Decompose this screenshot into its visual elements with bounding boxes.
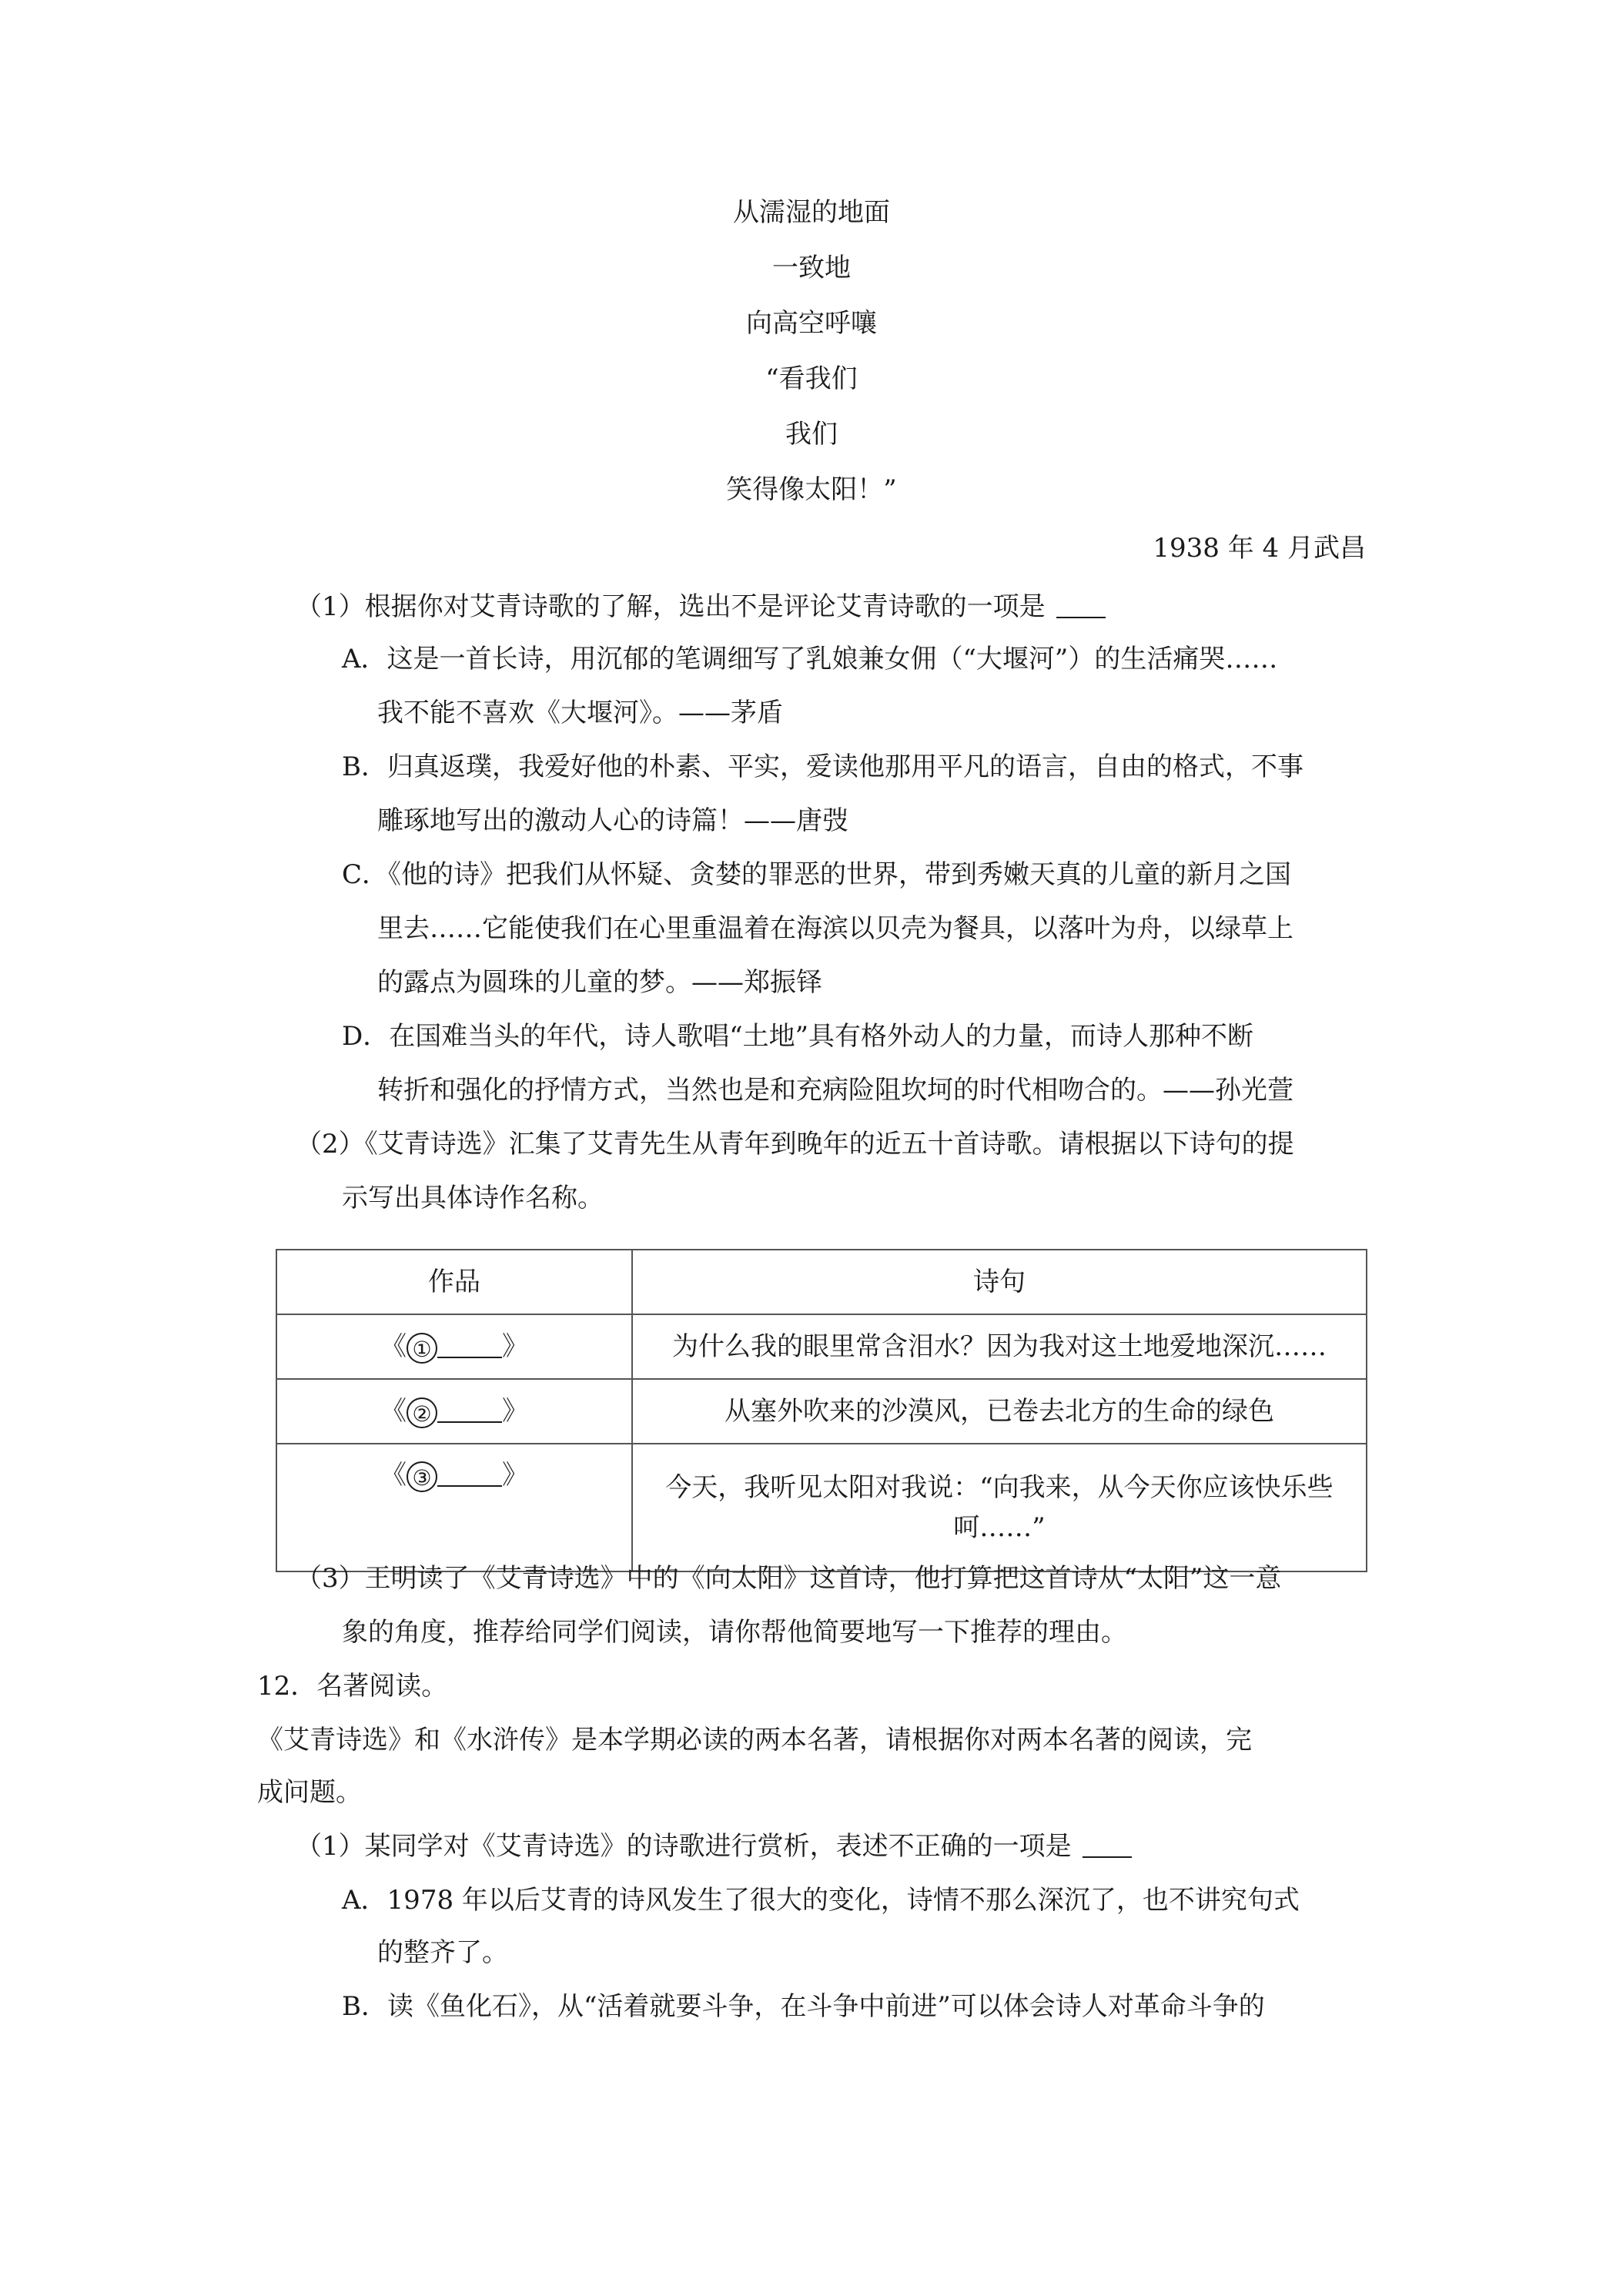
poem-line: 向高空呼嚷 — [746, 308, 877, 339]
poem-line: 笑得像太阳！” — [726, 474, 897, 505]
q12-p1-option-a: A．1978 年以后艾青的诗风发生了很大的变化，诗情不那么深沉了，也不讲究句式 — [342, 1885, 1300, 1916]
number-circle: ③ — [407, 1461, 437, 1492]
q11-p3-stem: （3）王明读了《艾青诗选》中的《向太阳》这首诗，他打算把这首诗从“太阳”这一意 — [296, 1563, 1282, 1594]
number-circle: ① — [407, 1333, 437, 1364]
q12-p1-stem: （1）某同学对《艾青诗选》的诗歌进行赏析，表述不正确的一项是 — [296, 1826, 1132, 1866]
table-row — [276, 1379, 1367, 1444]
q11-p1-option-c-cont: 的露点为圆珠的儿童的梦。——郑振铎 — [377, 967, 822, 998]
poem-line-cell: 今天，我听见太阳对我说：“向我来，从今天你应该快乐些呵……” — [632, 1444, 1367, 1571]
q11-p1-option-d: D．在国难当头的年代，诗人歌唱“土地”具有格外动人的力量，而诗人那种不断 — [342, 1021, 1254, 1052]
table-header-row — [276, 1250, 1367, 1314]
q11-p2-stem: （2）《艾青诗选》汇集了艾青先生从青年到晚年的近五十首诗歌。请根据以下诗句的提 — [296, 1129, 1294, 1160]
table-row — [276, 1314, 1367, 1379]
q11-p1-option-b: B．归真返璞，我爱好他的朴素、平实，爱读他那用平凡的语言，自由的格式，不事 — [342, 751, 1303, 782]
number-circle: ② — [407, 1397, 437, 1428]
q11-p1-option-a-cont: 我不能不喜欢《大堰河》。——茅盾 — [377, 698, 783, 728]
q11-p3-stem-cont: 象的角度，推荐给同学们阅读，请你帮他简要地写一下推荐的理由。 — [342, 1617, 1127, 1648]
q11-p1-option-c-cont: 里去……它能使我们在心里重温着在海滨以贝壳为餐具，以落叶为舟，以绿草上 — [377, 913, 1293, 944]
poem-line: “看我们 — [765, 363, 858, 394]
q12-intro-cont: 成问题。 — [257, 1777, 362, 1808]
answer-cell[interactable]: 《 ② 》 — [276, 1379, 632, 1444]
poem-title-table — [276, 1249, 1367, 1572]
q11-p1-option-b-cont: 雕琢地写出的激动人心的诗篇！——唐弢 — [377, 805, 848, 836]
answer-blank — [1056, 594, 1106, 618]
poem-date: 1938 年 4 月武昌 — [1153, 533, 1366, 564]
poem — [0, 185, 1623, 517]
answer-blank — [1083, 1833, 1132, 1858]
table-header-cell: 诗句 — [632, 1250, 1367, 1314]
q11-p1-option-c: C．《他的诗》把我们从怀疑、贪婪的罪恶的世界，带到秀嫩天真的儿童的新月之国 — [342, 859, 1292, 890]
table-row — [276, 1444, 1367, 1571]
answer-blank — [437, 1334, 502, 1358]
q11-p1-option-d-cont: 转折和强化的抒情方式，当然也是和充病险阻坎坷的时代相吻合的。——孙光萱 — [377, 1075, 1293, 1106]
q11-p1-stem: （1）根据你对艾青诗歌的了解，选出不是评论艾青诗歌的一项是 — [296, 587, 1106, 627]
poem-line: 从濡湿的地面 — [733, 197, 890, 228]
answer-blank — [437, 1462, 502, 1487]
answer-blank — [437, 1398, 502, 1423]
poem-line-cell: 为什么我的眼里常含泪水？因为我对这土地爱地深沉…… — [632, 1314, 1367, 1379]
poem-line-cell: 从塞外吹来的沙漠风，已卷去北方的生命的绿色 — [632, 1379, 1367, 1444]
poem-line: 一致地 — [772, 253, 851, 283]
q12-title: 12．名著阅读。 — [257, 1671, 448, 1702]
q11-p1-option-a: A．这是一首长诗，用沉郁的笔调细写了乳娘兼女佣（“大堰河”）的生活痛哭…… — [342, 644, 1278, 674]
answer-cell[interactable]: 《 ③ 》 — [276, 1444, 632, 1571]
poem-line: 我们 — [785, 419, 838, 450]
answer-cell[interactable]: 《 ① 》 — [276, 1314, 632, 1379]
q12-p1-option-b: B．读《鱼化石》，从“活着就要斗争，在斗争中前进”可以体会诗人对革命斗争的 — [342, 1991, 1265, 2022]
q11-p2-stem-cont: 示写出具体诗作名称。 — [342, 1183, 604, 1213]
q12-intro: 《艾青诗选》和《水浒传》是本学期必读的两本名著，请根据你对两本名著的阅读，完 — [257, 1725, 1252, 1755]
q12-p1-option-a-cont: 的整齐了。 — [377, 1937, 508, 1968]
table-header-cell: 作品 — [276, 1250, 632, 1314]
